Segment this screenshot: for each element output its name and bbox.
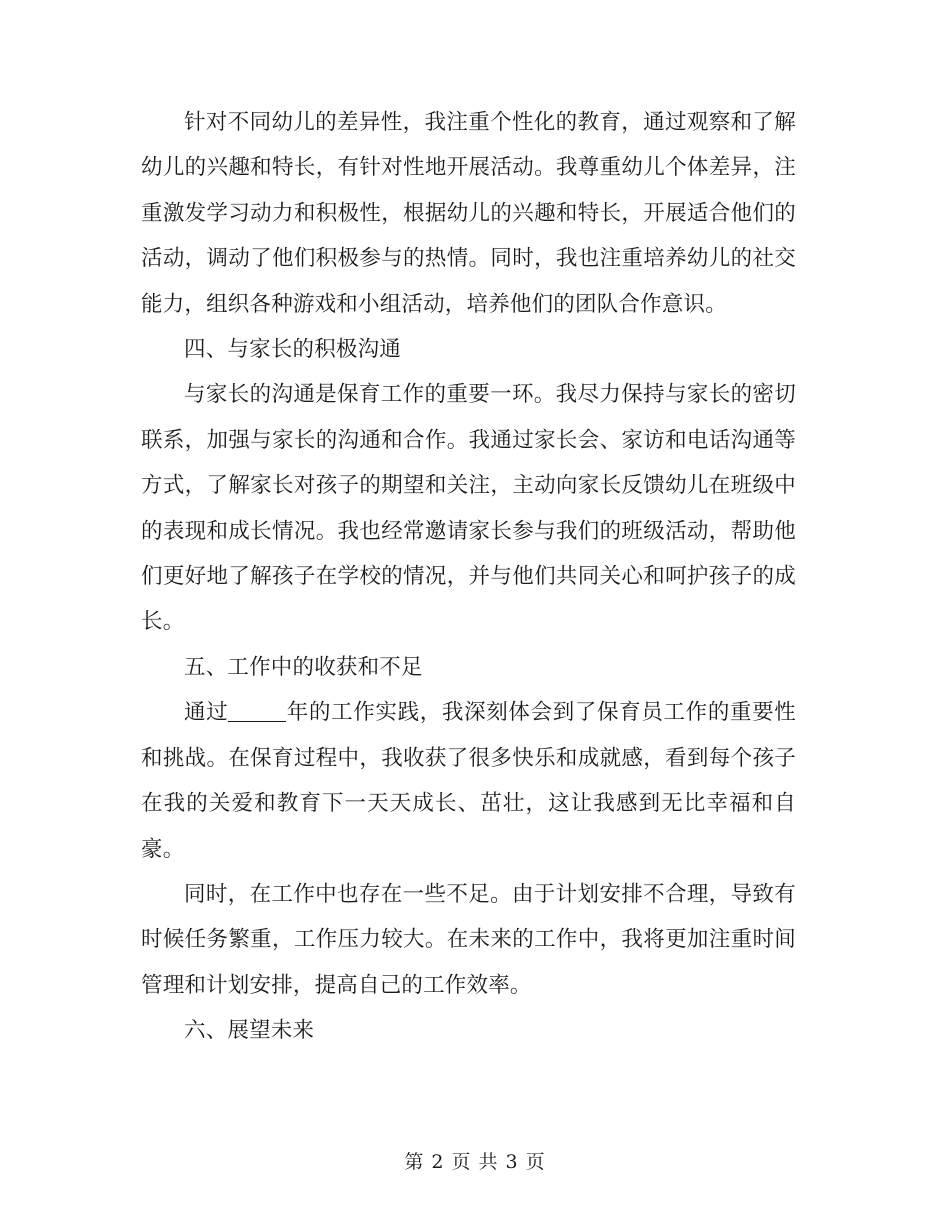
section-heading-gains-and-shortcomings: 五、工作中的收获和不足: [184, 654, 423, 680]
paragraph-parent-communication: 与家长的沟通是保育工作的重要一环。我尽力保持与家长的密切联系，加强与家长的沟通和合作。我通过家长会、家访和电话沟通等方式，了解家长对孩子的期望和关注，主动向家长反馈幼儿在班级中的表现和成长情况。我也经常邀请家长参与我们的班级活动，帮助他们更好地了解孩子在学校的情况，并与他们共同关心和呵护孩子的成长。: [141, 382, 796, 635]
page-footer: [0, 1147, 950, 1174]
paragraph-work-practice-rest: 年的工作实践，我深刻体会到了保育员工作的重要性和挑战。在保育过程中，我收获了很多快乐和成就感，看到每个孩子在我的关爱和教育下一天天成长、茁壮，这让我感到无比幸福和自豪。: [141, 700, 796, 862]
paragraph-work-practice-start: 通过: [184, 700, 229, 726]
document-body: [141, 100, 796, 1054]
paragraph-work-practice: [141, 690, 796, 872]
fill-in-blank: [228, 700, 286, 723]
section-heading-outlook: 六、展望未来: [184, 1018, 315, 1044]
section-heading-parent-communication: 四、与家长的积极沟通: [184, 337, 402, 363]
paragraph-shortcomings: 同时，在工作中也存在一些不足。由于计划安排不合理，导致有时候任务繁重，工作压力较大。在未来的工作中，我将更加注重时间管理和计划安排，提高自己的工作效率。: [141, 881, 796, 998]
page-number-label: 第 2 页 共 3 页: [404, 1151, 546, 1173]
paragraph-individualized-education: 针对不同幼儿的差异性，我注重个性化的教育，通过观察和了解幼儿的兴趣和特长，有针对性地开展活动。我尊重幼儿个体差异，注重激发学习动力和积极性，根据幼儿的兴趣和特长，开展适合他们的活动，调动了他们积极参与的热情。同时，我也注重培养幼儿的社交能力，组织各种游戏和小组活动，培养他们的团队合作意识。: [141, 110, 796, 317]
